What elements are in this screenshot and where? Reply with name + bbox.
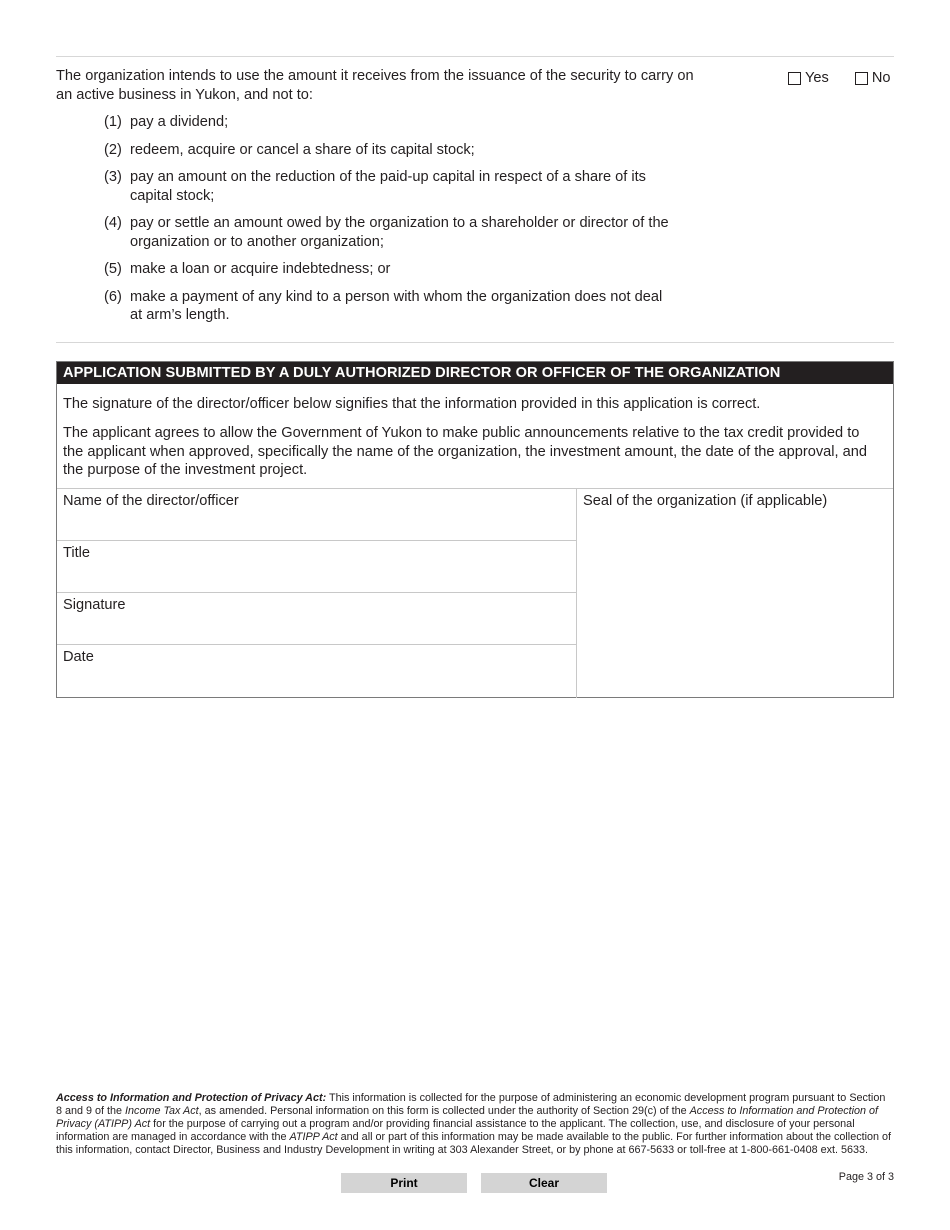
title-field[interactable] (57, 541, 576, 593)
privacy-act-name: Income Tax Act (125, 1105, 199, 1118)
item-text: pay an amount on the reduction of the paid-up capital in respect of a share of its capital stock; (130, 169, 646, 204)
item-number: (6) (104, 288, 122, 305)
field-label: Signature (63, 597, 126, 613)
section-header: APPLICATION SUBMITTED BY A DULY AUTHORIZED DIRECTOR OR OFFICER OF THE ORGANIZATION (57, 362, 893, 384)
signature-field[interactable] (57, 593, 576, 645)
item-number: (3) (104, 169, 122, 185)
privacy-text: and all or part of this information may be made available to the public. For further information about the collection of this information, contact Director, Business and Industry Development in writing at 303 Alexander Street, or by phone at 667-5633 or toll-free at 1-800-661-0408 ext. 5633. (56, 1131, 892, 1157)
list-item (104, 260, 704, 279)
item-text: make a payment of any kind to a person with whom the organization does not deal at arm’s length. (130, 288, 663, 323)
date-field[interactable] (57, 645, 576, 698)
list-item (104, 141, 704, 160)
privacy-text: , as amended. Personal information on this form is collected under the authority of Section 29(c) of the (198, 1105, 690, 1118)
intent-checkboxes (788, 69, 890, 87)
yes-label: Yes (805, 70, 829, 86)
checkbox-box-icon[interactable] (855, 72, 868, 85)
list-item (104, 113, 704, 132)
item-number: (1) (104, 114, 122, 130)
page-number: Page 3 of 3 (838, 1171, 894, 1183)
signature-statement: The signature of the director/officer below signifies that the information provided in this application is correct. (63, 396, 761, 412)
print-button[interactable]: Print (341, 1173, 467, 1193)
field-label: Title (63, 545, 91, 561)
conditions-list (104, 113, 704, 334)
top-divider (56, 56, 894, 57)
item-number: (5) (104, 261, 122, 277)
fields-column (57, 489, 577, 698)
seal-area[interactable] (577, 489, 899, 704)
privacy-act-name: ATIPP Act (289, 1131, 338, 1144)
item-number: (2) (104, 141, 122, 158)
item-text: make a loan or acquire indebtedness; or (130, 261, 391, 277)
privacy-text: This information is collected for the purpose of administering an economic development program pursuant to Section 8 and 9 of the (56, 1092, 886, 1118)
signature-fields (57, 488, 893, 698)
announcement-consent: The applicant agrees to allow the Government of Yukon to make public announcements relative to the tax credit provided to the applicant when approved, specifically the name of the organization, the investment amount, the date of the approval, and the purpose of the investment project. (63, 425, 867, 478)
intent-statement: The organization intends to use the amount it receives from the issuance of the security to carry on an active business in Yukon, and not to: (56, 68, 694, 103)
privacy-act-name: Access to Information and Protection of Privacy (ATIPP) Act (56, 1105, 879, 1131)
item-text: redeem, acquire or cancel a share of its capital stock; (130, 141, 475, 158)
item-text: pay or settle an amount owed by the organization to a shareholder or director of the organization or to another organization; (130, 215, 669, 250)
clear-button[interactable]: Clear (481, 1173, 607, 1193)
list-item (104, 288, 704, 325)
application-section (56, 361, 894, 698)
section-divider (56, 342, 894, 343)
privacy-heading: Access to Information and Protection of Privacy Act: (56, 1092, 327, 1104)
item-text: pay a dividend; (130, 114, 229, 130)
director-name-field[interactable] (57, 489, 576, 541)
privacy-text: for the purpose of carrying out a program and/or providing financial assistance to the applicant. The collection, use, and disclosure of your personal information are managed in accordance with the (56, 1118, 855, 1144)
no-checkbox[interactable] (855, 69, 891, 87)
item-number: (4) (104, 215, 122, 231)
field-label: Name of the director/officer (63, 493, 239, 509)
list-item (104, 214, 704, 251)
seal-label: Seal of the organization (if applicable) (583, 493, 828, 509)
list-item (104, 168, 704, 205)
privacy-notice (56, 1092, 894, 1157)
checkbox-box-icon[interactable] (788, 72, 801, 85)
field-label: Date (63, 649, 94, 665)
no-label: No (871, 70, 891, 86)
yes-checkbox[interactable] (788, 69, 829, 87)
